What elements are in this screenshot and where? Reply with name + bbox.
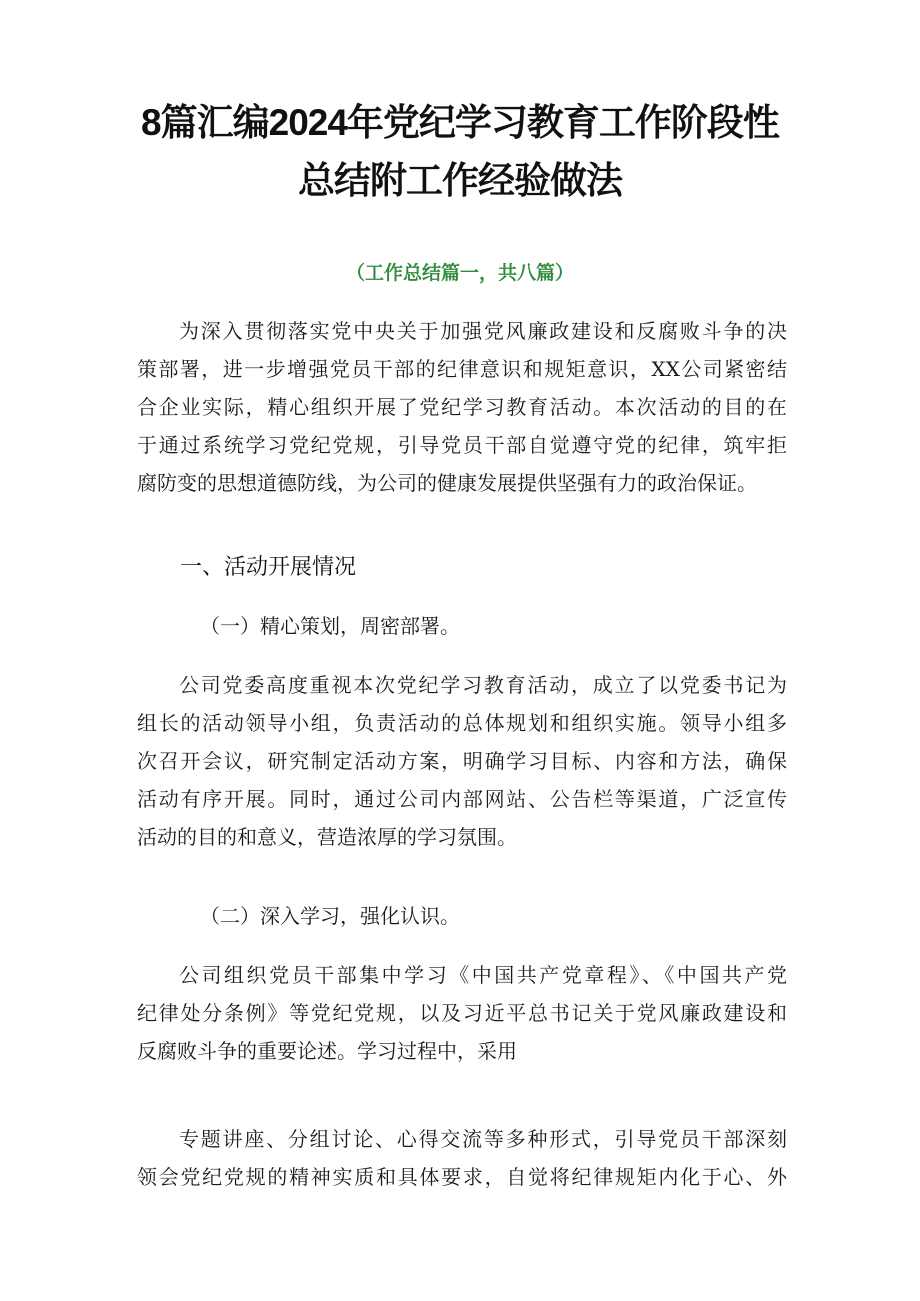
paragraph-line: 次召开会议，研究制定活动方案，明确学习目标、内容和方法，确保 (137, 749, 787, 773)
paragraph-line: 纪律处分条例》等党纪党规，以及习近平总书记关于党风廉政建设和 (137, 1001, 787, 1025)
paragraph-line: 领会党纪党规的精神实质和具体要求，自觉将纪律规矩内化于心、外 (137, 1165, 787, 1189)
document-title-line1: 8篇汇编2024年党纪学习教育工作阶段性 (141, 102, 779, 143)
section-heading-activities: 一、活动开展情况 (180, 555, 357, 580)
paragraph-planning (137, 666, 787, 856)
subsection-heading-study: （二）深入学习，强化认识。 (200, 904, 460, 928)
document-subtitle: （工作总结篇一，共八篇） (345, 262, 574, 284)
paragraph-line: 反腐败斗争的重要论述。学习过程中，采用 (137, 1039, 517, 1063)
paragraph-line: 专题讲座、分组讨论、心得交流等多种形式，引导党员干部深刻 (179, 1127, 787, 1151)
paragraph-line: 为深入贯彻落实党中央关于加强党风廉政建设和反腐败斗争的决 (179, 319, 787, 343)
paragraph-study (137, 956, 787, 1070)
paragraph-line: 活动的目的和意义，营造浓厚的学习氛围。 (137, 825, 517, 849)
paragraph-line: 腐防变的思想道德防线，为公司的健康发展提供坚强有力的政治保证。 (137, 471, 757, 495)
paragraph-line: 公司组织党员干部集中学习《中国共产党章程》、《中国共产党 (179, 963, 787, 987)
paragraph-line: 组长的活动领导小组，负责活动的总体规划和组织实施。领导小组多 (137, 711, 787, 735)
document-title-line2: 总结附工作经验做法 (298, 160, 622, 201)
paragraph-line: 活动有序开展。同时，通过公司内部网站、公告栏等渠道，广泛宣传 (137, 787, 787, 811)
paragraph-line: 于通过系统学习党纪党规，引导党员干部自觉遵守党的纪律，筑牢拒 (137, 433, 787, 457)
paragraph-intro (137, 312, 787, 502)
paragraph-line: 合企业实际，精心组织开展了党纪学习教育活动。本次活动的目的在 (137, 395, 787, 419)
paragraph-line: 公司党委高度重视本次党纪学习教育活动，成立了以党委书记为 (179, 673, 787, 697)
subsection-heading-planning: （一）精心策划，周密部署。 (200, 614, 460, 638)
paragraph-study-continued (137, 1120, 787, 1196)
paragraph-line: 策部署，进一步增强党员干部的纪律意识和规矩意识，XX公司紧密结 (137, 357, 787, 381)
